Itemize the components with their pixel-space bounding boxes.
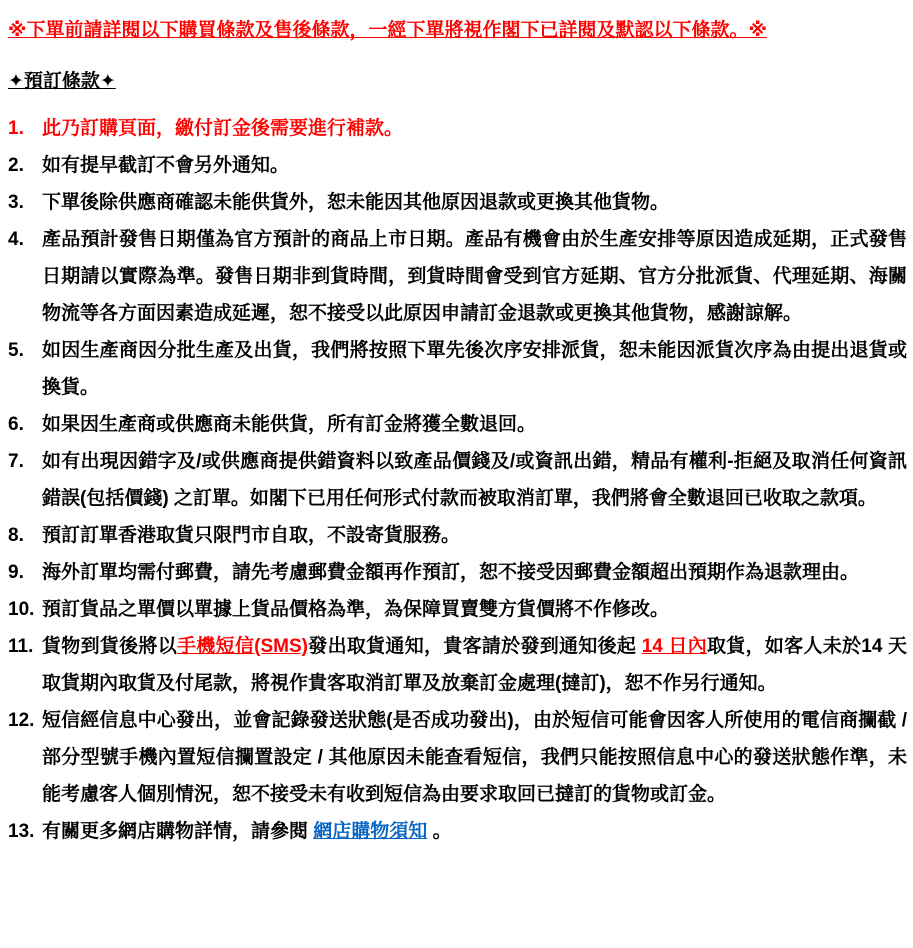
term-text-segment: 產品預計發售日期僅為官方預計的商品上市日期。產品有機會由於生產安排等原因造成延期，正式發售日期請以實際為準。發售日期非到貨時間，到貨時間會受到官方延期、官方分批派貨、代理延期、海關物流等各方面因素造成延遲，恕不接受以此原因申請訂金退款或更換其他貨物，感謝諒解。 <box>42 229 907 324</box>
term-text-segment: 此乃訂購頁面，繳付訂金後需要進行補款。 <box>42 118 404 139</box>
term-text <box>42 591 907 628</box>
term-number: 10. <box>8 599 35 620</box>
term-number: 9. <box>8 562 24 583</box>
term-number: 3. <box>8 192 24 213</box>
term-text-segment: 預訂貨品之單價以單據上貨品價格為準，為保障買賣雙方貨價將不作修改。 <box>42 599 670 620</box>
sms-highlight: 手機短信(SMS) <box>177 636 308 657</box>
term-text-segment: 如因生產商因分批生產及出貨，我們將按照下單先後次序安排派貨，恕未能因派貨次序為由提出退貨或換貨。 <box>42 340 907 398</box>
term-item <box>8 813 907 850</box>
term-number: 8. <box>8 525 24 546</box>
term-number: 5. <box>8 340 24 361</box>
section-title-preorder-terms: ✦預訂條款✦ <box>8 71 116 92</box>
term-text-segment: 貨物到貨後將以 <box>42 636 178 657</box>
notice-header: ※下單前請詳閱以下購買條款及售後條款，一經下單將視作閣下已詳閱及默認以下條款。※ <box>8 20 767 41</box>
term-text-segment: 有關更多網店購物詳情，請參閱 <box>42 821 314 842</box>
term-text <box>42 702 907 813</box>
term-text <box>42 221 907 332</box>
term-number: 11. <box>8 636 34 657</box>
term-number: 6. <box>8 414 24 435</box>
term-item <box>8 406 907 443</box>
term-item <box>8 517 907 554</box>
term-item <box>8 702 907 813</box>
term-text-segment: 如果因生產商或供應商未能供貨，所有訂金將獲全數退回。 <box>42 414 537 435</box>
term-text-segment: 預訂訂單香港取貨只限門市自取，不設寄貨服務。 <box>42 525 461 546</box>
term-text-segment: 發出取貨通知，貴客請於發到通知後起 <box>308 636 642 657</box>
term-number: 12. <box>8 710 35 731</box>
term-text <box>42 517 907 554</box>
term-number: 1. <box>8 118 24 139</box>
term-text <box>42 184 907 221</box>
term-item <box>8 184 907 221</box>
term-item <box>8 147 907 184</box>
term-text-segment: 海外訂單均需付郵費，請先考慮郵費金額再作預訂，恕不接受因郵費金額超出預期作為退款理由。 <box>42 562 860 583</box>
term-text <box>42 554 907 591</box>
term-text <box>42 813 907 850</box>
pickup-deadline-highlight: 14 日內 <box>641 636 708 657</box>
term-item <box>8 221 907 332</box>
term-text-segment: 。 <box>427 821 452 842</box>
term-text <box>42 147 907 184</box>
term-item <box>8 332 907 406</box>
term-text-segment: 如有提早截訂不會另外通知。 <box>42 155 290 176</box>
term-item <box>8 554 907 591</box>
terms-list <box>8 110 907 850</box>
term-item <box>8 591 907 628</box>
term-number: 7. <box>8 451 24 472</box>
term-item <box>8 110 907 147</box>
term-text <box>42 628 907 702</box>
term-text <box>42 332 907 406</box>
term-item <box>8 443 907 517</box>
shop-guide-link[interactable]: 網店購物須知 <box>313 821 428 842</box>
term-text <box>42 443 907 517</box>
term-text <box>42 110 907 147</box>
term-text-segment: 下單後除供應商確認未能供貨外，恕未能因其他原因退款或更換其他貨物。 <box>42 192 670 213</box>
term-number: 4. <box>8 229 24 250</box>
term-number: 2. <box>8 155 24 176</box>
term-text-segment: 取貨，如客人未於14 天取貨期內取貨及付尾款，將視作貴客取消訂單及放棄訂金處理(撻訂)，恕不作另行通知。 <box>42 636 908 694</box>
term-number: 13. <box>8 821 35 842</box>
term-text-segment: 如有出現因錯字及/或供應商提供錯資料以致產品價錢及/或資訊出錯，精品有權利-拒絕及取消任何資訊錯誤(包括價錢) 之訂單。如閣下已用任何形式付款而被取消訂單，我們將會全數退回已收取之款項。 <box>42 451 907 509</box>
term-text-segment: 短信經信息中心發出，並會記錄發送狀態(是否成功發出)，由於短信可能會因客人所使用的電信商攔截 / 部分型號手機內置短信攔置設定 / 其他原因未能查看短信，我們只能按照信息中心的發送狀態作準，未能考慮客人個別情況，恕不接受未有收到短信為由要求取回已撻訂的貨物或訂金。 <box>42 710 907 805</box>
term-text <box>42 406 907 443</box>
term-item <box>8 628 907 702</box>
